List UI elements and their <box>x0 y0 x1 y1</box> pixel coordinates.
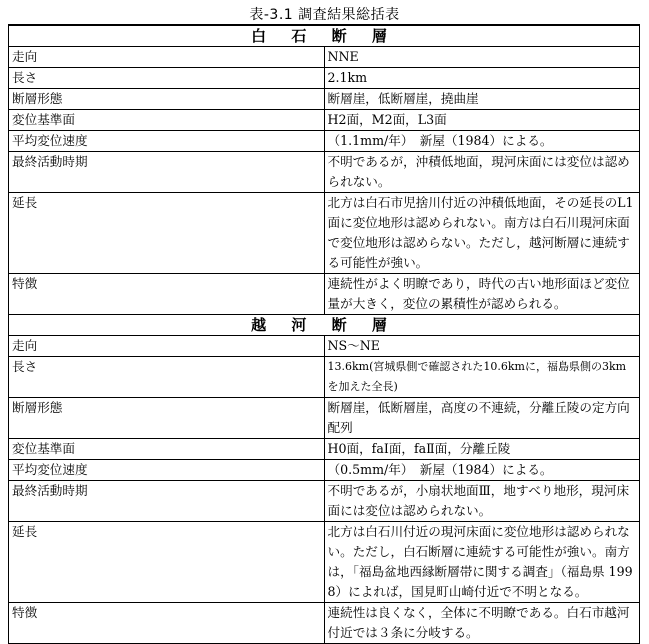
table-row <box>9 152 640 193</box>
table-row <box>9 131 640 152</box>
row-label: 最終活動時期 <box>9 481 325 522</box>
row-value: 不明であるが，小扇状地面Ⅲ，地すべり地形，現河床面には変位は認められない。 <box>324 481 640 522</box>
row-value: 連続性は良くなく，全体に不明瞭である。白石市越河付近では３条に分岐する。 <box>324 603 640 644</box>
table-row <box>9 47 640 68</box>
table-row <box>9 336 640 357</box>
row-value: NS～NE <box>324 336 640 357</box>
row-label: 特徴 <box>9 603 325 644</box>
section-title-koshigo-fault: 越 河 断 層 <box>9 315 640 336</box>
row-label: 延長 <box>9 193 325 274</box>
section-header-row <box>9 25 640 47</box>
row-value: H2面，M2面，L3面 <box>324 110 640 131</box>
row-label: 変位基準面 <box>9 110 325 131</box>
row-label: 断層形態 <box>9 89 325 110</box>
table-row <box>9 110 640 131</box>
row-label: 平均変位速度 <box>9 131 325 152</box>
table-row <box>9 357 640 398</box>
row-label: 走向 <box>9 336 325 357</box>
table-row <box>9 68 640 89</box>
table-row <box>9 481 640 522</box>
row-value: H0面，faⅠ面，faⅡ面，分離丘陵 <box>324 439 640 460</box>
table-row <box>9 274 640 315</box>
row-value: 断層崖，低断層崖，撓曲崖 <box>324 89 640 110</box>
table-row <box>9 522 640 603</box>
row-label: 走向 <box>9 47 325 68</box>
row-value: （1.1mm/年） 新屋（1984）による。 <box>324 131 640 152</box>
table-title: 表-3.1 調査結果総括表 <box>249 7 400 23</box>
table-row <box>9 439 640 460</box>
row-label: 特徴 <box>9 274 325 315</box>
section-header-row <box>9 315 640 336</box>
row-value: 不明であるが，沖積低地面，現河床面には変位は認められない。 <box>324 152 640 193</box>
row-value: 北方は白石市児捨川付近の沖積低地面，その延長のL1面に変位地形は認められない。南方は白石川現河床面で変位地形は認めらない。ただし，越河断層に連続する可能性が強い。 <box>324 193 640 274</box>
table-row <box>9 398 640 439</box>
row-value: NNE <box>324 47 640 68</box>
table-row <box>9 603 640 644</box>
row-label: 最終活動時期 <box>9 152 325 193</box>
row-value: 13.6km(宮城県側で確認された10.6kmに，福島県側の3kmを加えた全長) <box>324 357 640 398</box>
table-row <box>9 89 640 110</box>
row-value: 断層崖，低断層崖，高度の不連続，分離丘陵の定方向配列 <box>324 398 640 439</box>
row-value: （0.5mm/年） 新屋（1984）による。 <box>324 460 640 481</box>
row-label: 断層形態 <box>9 398 325 439</box>
table-row <box>9 193 640 274</box>
table-row <box>9 460 640 481</box>
row-label: 延長 <box>9 522 325 603</box>
row-value: 連続性がよく明瞭であり，時代の古い地形面ほど変位量が大きく，変位の累積性が認められる。 <box>324 274 640 315</box>
row-label: 平均変位速度 <box>9 460 325 481</box>
summary-table <box>8 24 640 644</box>
row-label: 長さ <box>9 357 325 398</box>
row-value: 北方は白石川付近の現河床面に変位地形は認められない。ただし，白石断層に連続する可能性が強い。南方は，「福島盆地西縁断層帯に関する調査」（福島県 1998）によれば，国見町山崎付近で不明となる。 <box>324 522 640 603</box>
row-label: 長さ <box>9 68 325 89</box>
row-value: 2.1km <box>324 68 640 89</box>
row-label: 変位基準面 <box>9 439 325 460</box>
section-title-shiroishi-fault: 白 石 断 層 <box>9 25 640 47</box>
